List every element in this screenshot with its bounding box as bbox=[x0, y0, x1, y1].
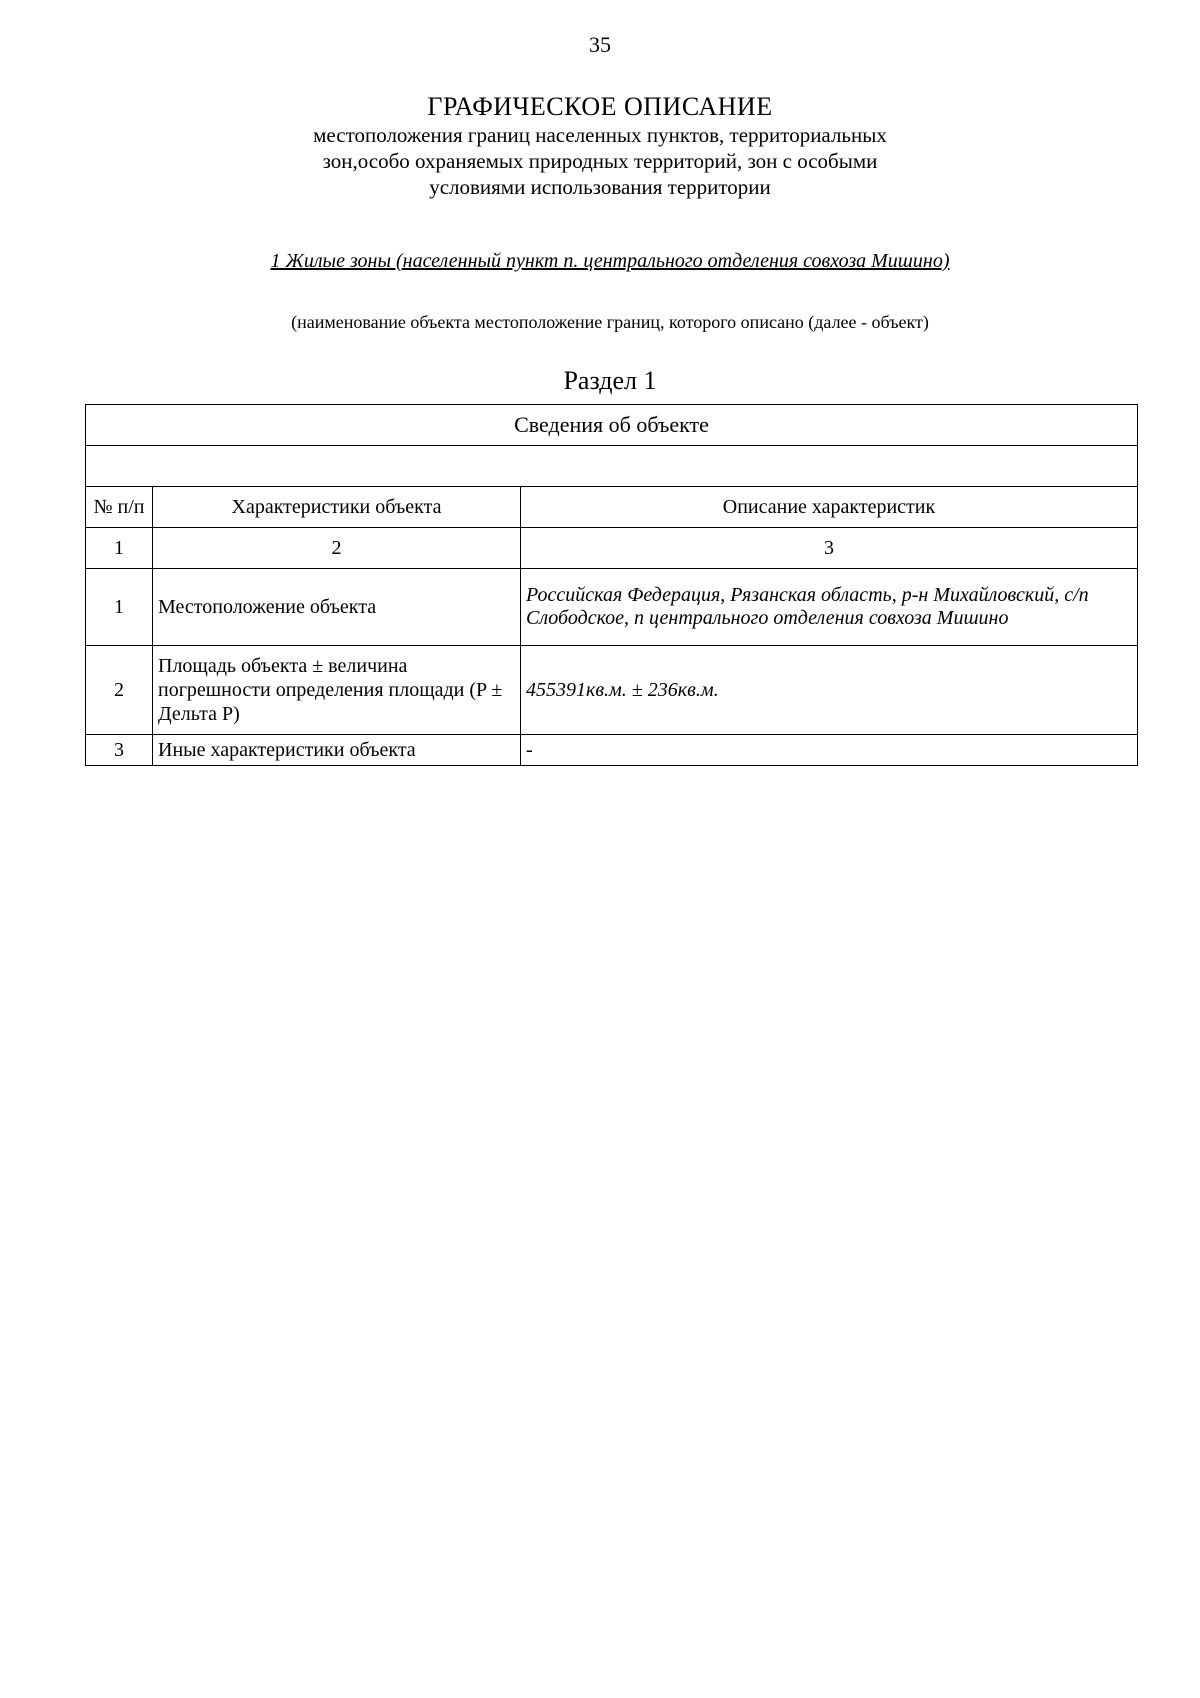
table-header-row bbox=[86, 487, 1138, 528]
row-num: 3 bbox=[86, 735, 153, 766]
column-index: 1 bbox=[86, 528, 153, 569]
column-index: 3 bbox=[521, 528, 1138, 569]
table-row bbox=[86, 646, 1138, 735]
table-empty-row bbox=[86, 446, 1138, 487]
table-caption: Сведения об объекте bbox=[86, 405, 1138, 446]
table-row bbox=[86, 569, 1138, 646]
row-description: 455391кв.м. ± 236кв.м. bbox=[521, 646, 1138, 735]
row-num: 1 bbox=[86, 569, 153, 646]
row-characteristic: Местоположение объекта bbox=[153, 569, 521, 646]
header-num: № п/п bbox=[86, 487, 153, 528]
row-characteristic: Площадь объекта ± величина погрешности определения площади (P ± Дельта P) bbox=[153, 646, 521, 735]
row-description: Российская Федерация, Рязанская область, р-н Михайловский, с/п Слободское, п центрального отделения совхоза Мишино bbox=[521, 569, 1138, 646]
object-info-table bbox=[85, 404, 1138, 766]
table-empty-cell bbox=[86, 446, 1138, 487]
column-index: 2 bbox=[153, 528, 521, 569]
table-index-row bbox=[86, 528, 1138, 569]
section-title: Раздел 1 bbox=[563, 366, 657, 395]
row-description: - bbox=[521, 735, 1138, 766]
page-number: 35 bbox=[589, 32, 611, 57]
table-caption-row bbox=[86, 405, 1138, 446]
document-subtitle: местоположения границ населенных пунктов, территориальных зон,особо охраняемых природных территорий, зон с особыми условиями использования территории bbox=[313, 123, 887, 199]
header-description: Описание характеристик bbox=[521, 487, 1138, 528]
object-name: 1 Жилые зоны (населенный пункт п. центрального отделения совхоза Мишино) bbox=[270, 250, 950, 272]
row-characteristic: Иные характеристики объекта bbox=[153, 735, 521, 766]
object-name-caption: (наименование объекта местоположение границ, которого описано (далее - объект) bbox=[291, 312, 929, 332]
row-num: 2 bbox=[86, 646, 153, 735]
title-block bbox=[0, 92, 1200, 200]
document-title: ГРАФИЧЕСКОЕ ОПИСАНИЕ bbox=[427, 92, 773, 121]
table-row bbox=[86, 735, 1138, 766]
header-characteristic: Характеристики объекта bbox=[153, 487, 521, 528]
